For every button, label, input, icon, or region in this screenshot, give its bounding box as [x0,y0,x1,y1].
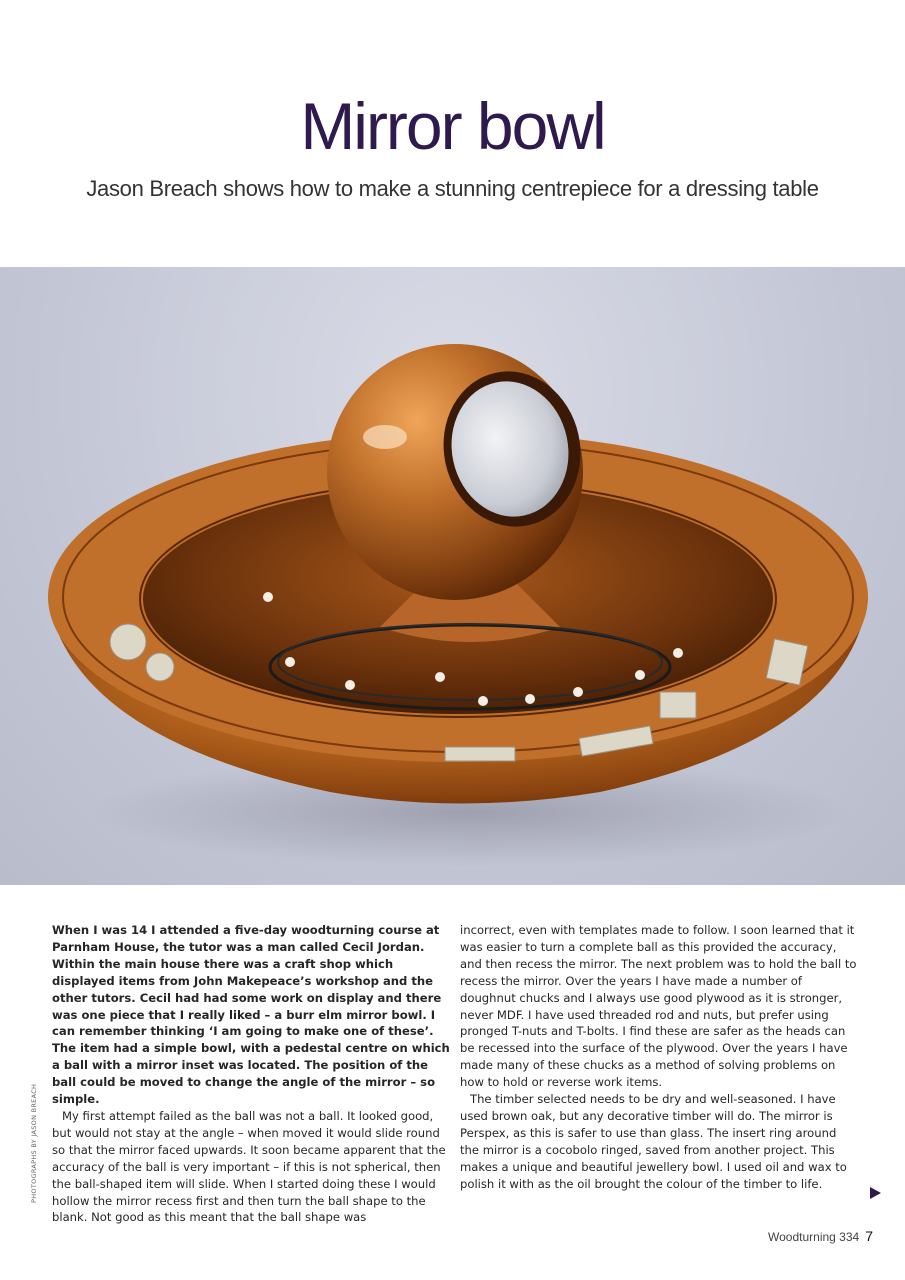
article-column-2 [460,922,858,1193]
photo-credit: PHOTOGRAPHS BY JASON BREACH [30,1083,38,1203]
leaf-earring [110,624,146,660]
mirror-bowl-illustration [0,267,905,885]
body-paragraph: The timber selected needs to be dry and well-seasoned. I have used brown oak, but any decorative timber will do. The mirror is Perspex, as this is safer to use than glass. The insert ring around the mirror is a cocobolo ringed, saved from another project. This makes a unique and beautiful jewellery bowl. I used oil and wax to polish it with as the oil brought the colour of the timber to life. [460,1092,847,1191]
article-photo [0,267,905,885]
intro-paragraph: When I was 14 I attended a five-day woodturning course at Parnham House, the tutor was a man called Cecil Jordan. Within the main house there was a craft shop which displayed items from John Makepeace’s workshop and the other tutors. Cecil had had some work on display and there was one piece that I really liked – a burr elm mirror bowl. I can remember thinking ‘I am going to make one of these’. The item had a simple bowl, with a pedestal centre on which a ball with a mirror inset was located. The position of the ball could be moved to change the angle of the mirror – so simple. [52,923,450,1107]
page-title: Mirror bowl [300,89,605,163]
article-column-1 [52,922,450,1226]
continue-arrow-icon [870,1187,881,1199]
body-paragraph: incorrect, even with templates made to follow. I soon learned that it was easier to turn a complete ball as this provided the accuracy, and then recess the mirror. The next problem was to hold the ball to recess the mirror. Over the years I have made a number of doughnut chucks and I always use good plywood as it is stronger, never MDF. I have used threaded rod and nuts, but prefer using pronged T-nuts and T-bolts. I find these are safer as the heads can be recessed into the surface of the plywood. Over the years I have made many of these chucks as a method of solving problems on how to hold or reverse work items. [460,923,857,1090]
page-number: 7 [865,1228,873,1244]
body-paragraph: My first attempt failed as the ball was not a ball. It looked good, but would not stay at the angle – when moved it would slide round so that the mirror faced upwards. It soon became apparent that the accuracy of the ball is very important – if this is not spherical, then the ball-shaped item will slide. When I started doing these I would hollow the mirror recess first and then turn the ball shape to the blank. Not good as this meant that the ball shape was [52,1108,446,1225]
page-footer [768,1228,873,1244]
page-subtitle: Jason Breach shows how to make a stunning centrepiece for a dressing table [86,176,819,201]
publication-name: Woodturning 334 [768,1230,860,1244]
